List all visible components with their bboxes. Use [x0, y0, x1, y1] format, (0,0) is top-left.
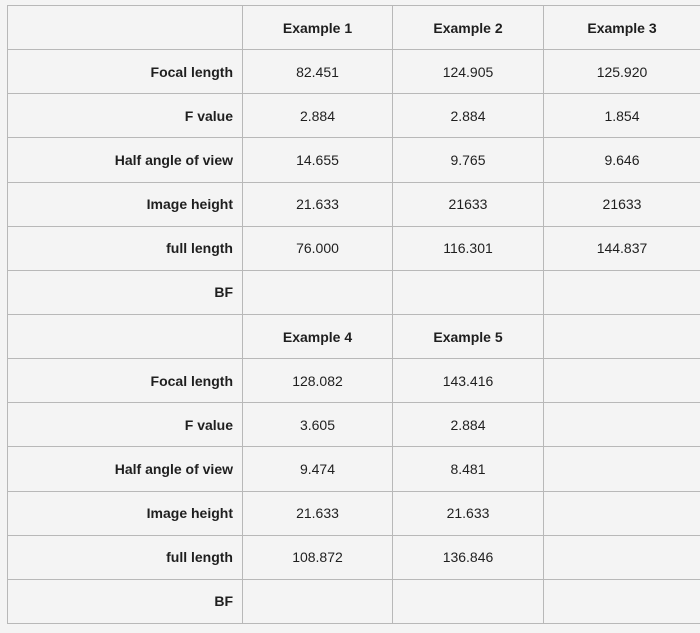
- section-2-header-row: [8, 314, 700, 358]
- table-row: [8, 50, 700, 94]
- row-label-focal-length: Focal length: [8, 50, 243, 94]
- table-row: [8, 447, 700, 491]
- table-cell: 2.884: [243, 94, 393, 138]
- column-header-example-4: Example 4: [243, 314, 393, 358]
- column-header-empty: [544, 314, 700, 358]
- table-cell: 125.920: [544, 50, 700, 94]
- row-label-half-angle-of-view: Half angle of view: [8, 138, 243, 182]
- table-row: [8, 226, 700, 270]
- table-row: [8, 579, 700, 623]
- table-row: [8, 359, 700, 403]
- table-cell: 21.633: [243, 182, 393, 226]
- table-cell: 116.301: [393, 226, 544, 270]
- lens-spec-table: [7, 5, 700, 624]
- table-cell: 9.646: [544, 138, 700, 182]
- row-label-full-length: full length: [8, 535, 243, 579]
- table-cell: 21.633: [243, 491, 393, 535]
- table-row: [8, 535, 700, 579]
- table-row: [8, 491, 700, 535]
- table-cell: 14.655: [243, 138, 393, 182]
- table-cell: 2.884: [393, 403, 544, 447]
- table-cell: [544, 579, 700, 623]
- table-cell: 8.481: [393, 447, 544, 491]
- table-cell: 128.082: [243, 359, 393, 403]
- table-row: [8, 270, 700, 314]
- table-cell: [243, 579, 393, 623]
- table-cell: 9.765: [393, 138, 544, 182]
- table-cell: [544, 270, 700, 314]
- table-cell: 3.605: [243, 403, 393, 447]
- table-row: [8, 138, 700, 182]
- row-label-half-angle-of-view: Half angle of view: [8, 447, 243, 491]
- table-cell: 108.872: [243, 535, 393, 579]
- table-cell: [544, 447, 700, 491]
- table-cell: 76.000: [243, 226, 393, 270]
- column-header-example-3: Example 3: [544, 6, 700, 50]
- table-cell: 21633: [393, 182, 544, 226]
- table-cell: 21633: [544, 182, 700, 226]
- table-cell: [544, 535, 700, 579]
- table-cell: [243, 270, 393, 314]
- column-header-example-5: Example 5: [393, 314, 544, 358]
- table-cell: 136.846: [393, 535, 544, 579]
- table-container: [7, 5, 700, 624]
- table-cell: [393, 579, 544, 623]
- table-cell: 82.451: [243, 50, 393, 94]
- column-header-example-2: Example 2: [393, 6, 544, 50]
- row-label-f-value: F value: [8, 403, 243, 447]
- row-label-focal-length: Focal length: [8, 359, 243, 403]
- section-1-header-row: [8, 6, 700, 50]
- row-label-image-height: Image height: [8, 491, 243, 535]
- row-label-bf: BF: [8, 579, 243, 623]
- table-cell: 9.474: [243, 447, 393, 491]
- row-label-bf: BF: [8, 270, 243, 314]
- table-row: [8, 182, 700, 226]
- table-cell: 21.633: [393, 491, 544, 535]
- table-cell: [544, 359, 700, 403]
- table-cell: [393, 270, 544, 314]
- table-cell: [544, 491, 700, 535]
- row-label-image-height: Image height: [8, 182, 243, 226]
- table-cell: 143.416: [393, 359, 544, 403]
- table-cell: [544, 403, 700, 447]
- table-cell: 2.884: [393, 94, 544, 138]
- table-cell: 144.837: [544, 226, 700, 270]
- table-cell: 124.905: [393, 50, 544, 94]
- table-row: [8, 403, 700, 447]
- table-row: [8, 94, 700, 138]
- row-label-f-value: F value: [8, 94, 243, 138]
- column-header-example-1: Example 1: [243, 6, 393, 50]
- header-corner-cell: [8, 314, 243, 358]
- table-cell: 1.854: [544, 94, 700, 138]
- row-label-full-length: full length: [8, 226, 243, 270]
- header-corner-cell: [8, 6, 243, 50]
